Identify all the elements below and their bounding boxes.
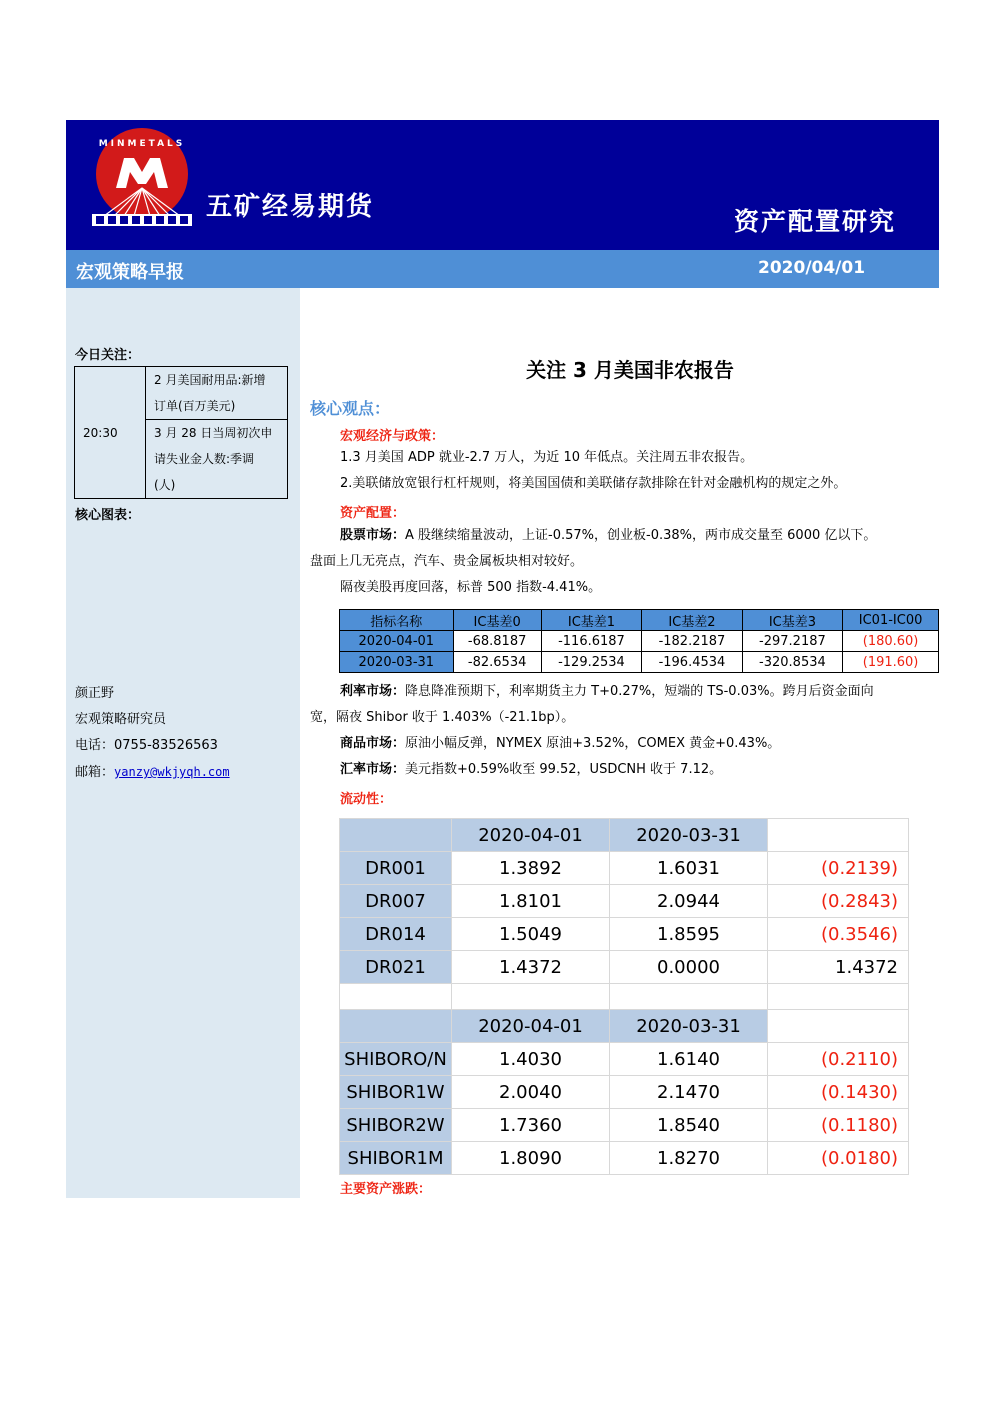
shibor-value-cell: 2.1470 <box>610 1076 768 1109</box>
table-row <box>340 1043 909 1076</box>
report-type: 宏观策略早报 <box>76 262 184 283</box>
dr-label-cell: DR014 <box>340 918 452 951</box>
commodity-text: 原油小幅反弹，NYMEX 原油+3.52%，COMEX 黄金+0.43%。 <box>405 736 781 751</box>
event-item <box>146 420 288 499</box>
event-line: (人) <box>154 478 176 492</box>
table-row <box>340 631 939 652</box>
empty-cell <box>768 1010 909 1043</box>
event-line: 订单(百万美元) <box>154 399 236 413</box>
shibor-value-cell: 1.6140 <box>610 1043 768 1076</box>
author-email-row <box>75 759 230 786</box>
shibor-header-cell: 2020-03-31 <box>610 1010 768 1043</box>
shibor-value-cell: 1.7360 <box>452 1109 610 1142</box>
ic-date-cell: 2020-04-01 <box>340 631 454 652</box>
dr-value-cell: 0.0000 <box>610 951 768 984</box>
commodity-label: 商品市场： <box>340 736 406 751</box>
table-row <box>340 1142 909 1175</box>
dr-label-cell: DR021 <box>340 951 452 984</box>
ic-date-cell: 2020-03-31 <box>340 652 454 673</box>
event-item <box>146 367 288 420</box>
shibor-change-cell: (0.2110) <box>768 1043 909 1076</box>
shibor-change-cell: (0.1430) <box>768 1076 909 1109</box>
ic-spread-cell: (191.60) <box>843 652 939 673</box>
asset-allocation-heading: 资产配置： <box>340 506 406 521</box>
event-line: 请失业金人数:季调 <box>154 452 255 466</box>
macro-point-1: 1.3 月美国 ADP 就业-2.7 万人，为近 10 年低点。关注周五非农报告。 <box>340 450 754 465</box>
dr-change-cell: 1.4372 <box>768 951 909 984</box>
ic-value-cell: -182.2187 <box>642 631 742 652</box>
event-time: 20:30 <box>75 367 146 499</box>
fx-text: 美元指数+0.59%收至 99.52，USDCNH 收于 7.12。 <box>405 762 723 777</box>
table-row <box>340 951 909 984</box>
stock-paragraph-cont: 盘面上几无亮点，汽车、贵金属板块相对较好。 <box>310 554 584 569</box>
ic-value-cell: -68.8187 <box>453 631 541 652</box>
stock-paragraph <box>340 523 876 549</box>
section-title: 资产配置研究 <box>734 207 897 236</box>
rate-paragraph <box>340 679 874 705</box>
dr-change-cell: (0.2843) <box>768 885 909 918</box>
ic-value-cell: -116.6187 <box>541 631 641 652</box>
ic-value-cell: -82.6534 <box>453 652 541 673</box>
dr-label-cell: DR007 <box>340 885 452 918</box>
fx-label: 汇率市场： <box>340 762 406 777</box>
core-charts-title: 核心图表： <box>75 508 141 523</box>
stock-label: 股票市场： <box>340 528 406 543</box>
rate-paragraph-cont: 宽，隔夜 Shibor 收于 1.403%（-21.1bp）。 <box>310 710 575 725</box>
ic-header-cell: IC基差1 <box>541 610 641 631</box>
table-row <box>340 885 909 918</box>
shibor-value-cell: 1.8090 <box>452 1142 610 1175</box>
macro-point-2: 2.美联储放宽银行杠杆规则，将美国国债和美联储存款排除在针对金融机构的规定之外。 <box>340 476 847 491</box>
table-row <box>340 918 909 951</box>
ic-value-cell: -297.2187 <box>742 631 842 652</box>
shibor-rates-table <box>339 1009 909 1175</box>
email-label: 邮箱： <box>75 765 115 780</box>
shibor-label-cell: SHIBOR2W <box>340 1109 452 1142</box>
dr-value-cell: 1.4372 <box>452 951 610 984</box>
ic-value-cell: -129.2534 <box>541 652 641 673</box>
liquidity-heading: 流动性： <box>340 792 393 807</box>
ic-header-cell: IC01-IC00 <box>843 610 939 631</box>
ic-value-cell: -320.8534 <box>742 652 842 673</box>
dr-value-cell: 2.0944 <box>610 885 768 918</box>
ic-header-cell: 指标名称 <box>340 610 454 631</box>
shibor-label-cell: SHIBOR1W <box>340 1076 452 1109</box>
core-view-title: 核心观点： <box>310 399 391 418</box>
dr-value-cell: 1.3892 <box>452 852 610 885</box>
ic-header-cell: IC基差0 <box>453 610 541 631</box>
shibor-value-cell: 1.8270 <box>610 1142 768 1175</box>
dr-value-cell: 1.8595 <box>610 918 768 951</box>
ic-basis-table <box>339 609 939 673</box>
report-title: 关注 3 月美国非农报告 <box>526 358 734 382</box>
dr-rates-table <box>339 818 909 1017</box>
ic-header-cell: IC基差2 <box>642 610 742 631</box>
dr-change-cell: (0.3546) <box>768 918 909 951</box>
corner-cell <box>340 819 452 852</box>
commodity-paragraph <box>340 731 780 757</box>
dr-header-row <box>340 819 909 852</box>
author-name: 颜正野 <box>75 686 115 701</box>
minmetals-logo <box>90 128 194 228</box>
table-row <box>340 1109 909 1142</box>
shibor-label-cell: SHIBOR1M <box>340 1142 452 1175</box>
today-focus-table <box>74 366 288 499</box>
us-stock-paragraph: 隔夜美股再度回落，标普 500 指数-4.41%。 <box>340 580 602 595</box>
author-role: 宏观策略研究员 <box>75 712 167 727</box>
major-assets-heading: 主要资产涨跌： <box>340 1182 432 1197</box>
table-row <box>340 852 909 885</box>
event-line: 2 月美国耐用品:新增 <box>154 373 266 387</box>
table-row <box>340 652 939 673</box>
shibor-value-cell: 1.4030 <box>452 1043 610 1076</box>
dr-header-cell: 2020-04-01 <box>452 819 610 852</box>
email-link[interactable]: yanzy@wkjyqh.com <box>114 765 230 779</box>
report-date: 2020/04/01 <box>758 258 866 278</box>
rate-label: 利率市场： <box>340 684 406 699</box>
shibor-value-cell: 1.8540 <box>610 1109 768 1142</box>
author-block <box>75 681 230 786</box>
shibor-label-cell: SHIBORO/N <box>340 1043 452 1076</box>
stock-text: A 股继续缩量波动，上证-0.57%，创业板-0.38%，两市成交量至 6000 亿以下。 <box>405 528 877 543</box>
corner-cell <box>340 1010 452 1043</box>
ic-header-cell: IC基差3 <box>742 610 842 631</box>
shibor-change-cell: (0.0180) <box>768 1142 909 1175</box>
author-phone: 电话：0755-83526563 <box>75 738 218 753</box>
dr-value-cell: 1.5049 <box>452 918 610 951</box>
company-name: 五矿经易期货 <box>206 192 375 222</box>
event-line: 3 月 28 日当周初次申 <box>154 426 273 440</box>
shibor-value-cell: 2.0040 <box>452 1076 610 1109</box>
empty-cell <box>768 819 909 852</box>
today-focus-title: 今日关注： <box>75 348 141 363</box>
svg-text:MINMETALS: MINMETALS <box>98 139 186 149</box>
macro-heading: 宏观经济与政策： <box>340 429 445 444</box>
dr-label-cell: DR001 <box>340 852 452 885</box>
shibor-header-cell: 2020-04-01 <box>452 1010 610 1043</box>
ic-value-cell: -196.4534 <box>642 652 742 673</box>
shibor-change-cell: (0.1180) <box>768 1109 909 1142</box>
rate-text: 降息降准预期下，利率期货主力 T+0.27%，短端的 TS-0.03%。跨月后资金面向 <box>405 684 874 699</box>
ic-spread-cell: (180.60) <box>843 631 939 652</box>
ic-header-row <box>340 610 939 631</box>
dr-change-cell: (0.2139) <box>768 852 909 885</box>
shibor-header-row <box>340 1010 909 1043</box>
dr-value-cell: 1.6031 <box>610 852 768 885</box>
dr-value-cell: 1.8101 <box>452 885 610 918</box>
dr-header-cell: 2020-03-31 <box>610 819 768 852</box>
fx-paragraph <box>340 757 722 783</box>
table-row <box>340 1076 909 1109</box>
